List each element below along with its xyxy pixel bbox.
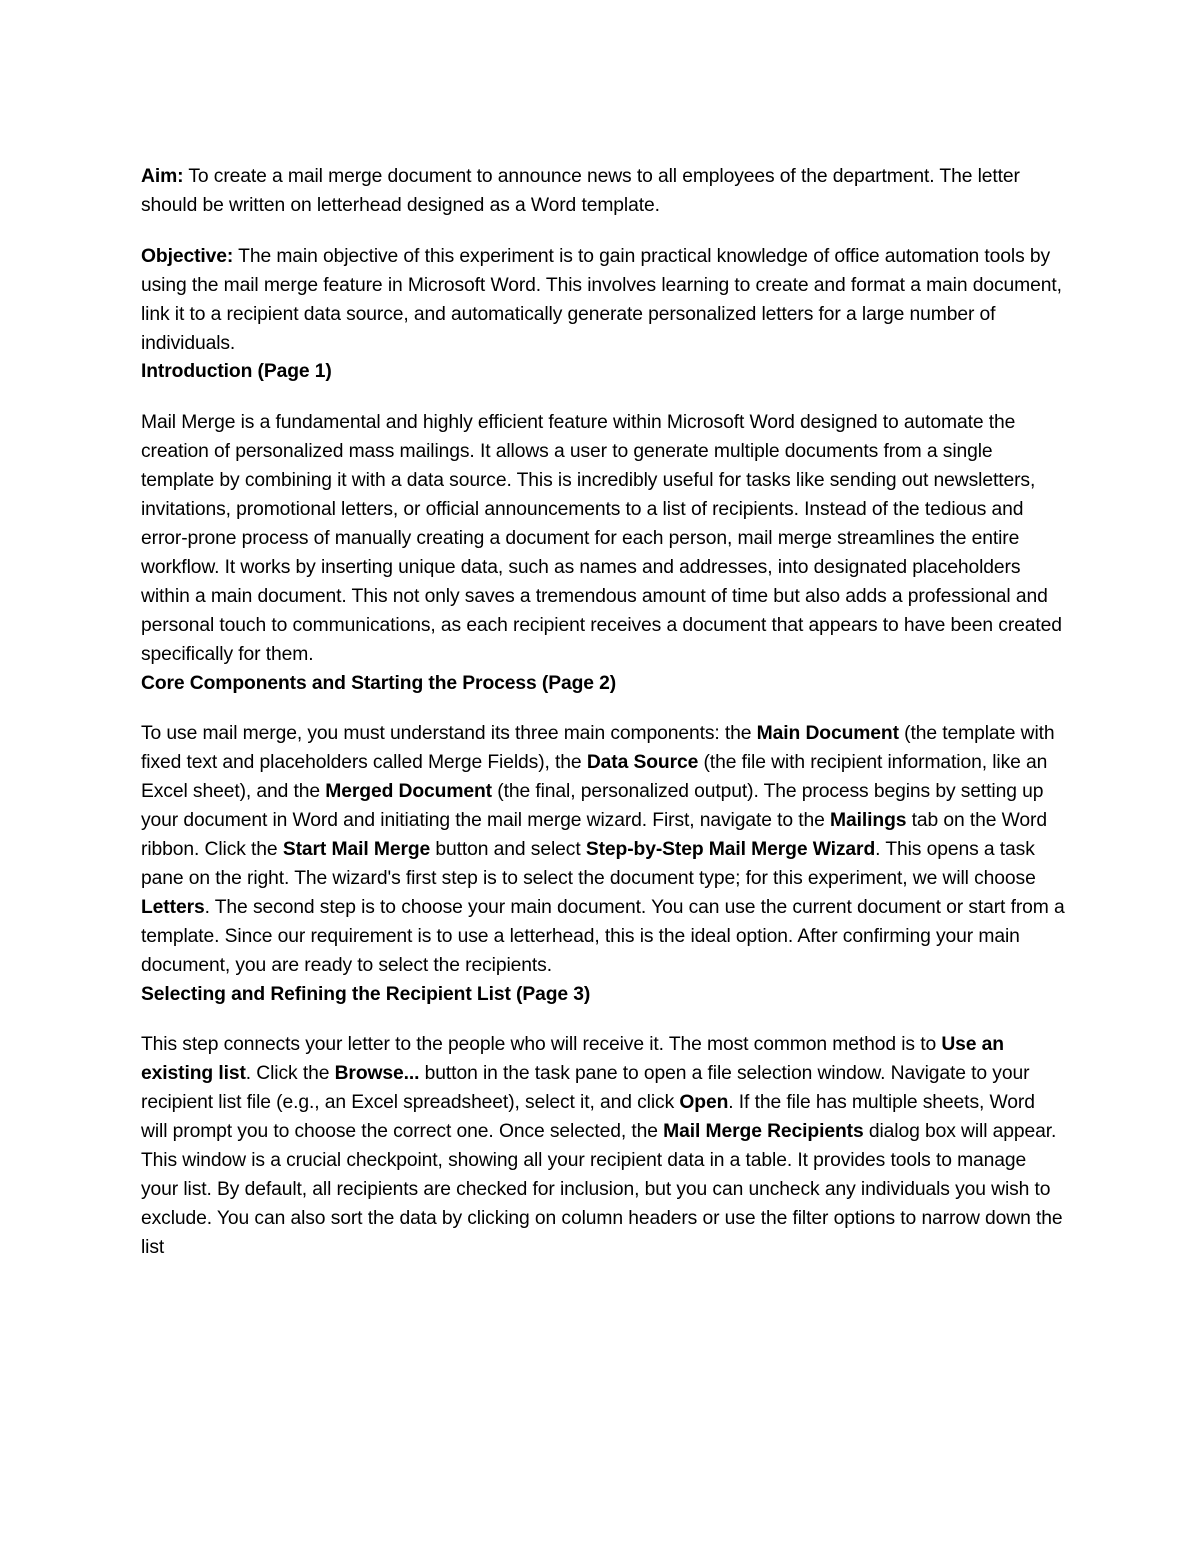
section-heading-core-components: Core Components and Starting the Process (Page 2)	[141, 672, 617, 694]
text-run: dialog box will appear. This window is a crucial checkpoint, showing all your recipient data in a table. It provides tools to manage your list. By default, all recipients are checked for inclusion, but you can uncheck any individuals you wish to exclude. You can also sort the data by clicking on column headers or use the filter options to narrow down the list	[141, 1121, 1063, 1258]
bold-term: Main Document	[756, 723, 899, 745]
text-run: To use mail merge, you must understand its three main components: the	[141, 723, 757, 745]
document-page	[141, 163, 1066, 1263]
text-run: tab on the Word ribbon. Click the	[141, 810, 1047, 861]
section-heading-introduction: Introduction (Page 1)	[141, 361, 332, 383]
aim-text: To create a mail merge document to announce news to all employees of the department. The letter should be written on letterhead designed as a Word template.	[141, 166, 1020, 216]
core-components-paragraph	[141, 720, 1066, 980]
text-run: . The second step is to choose your main document. You can use the current document or start from a template. Since our requirement is to use a letterhead, this is the ideal option. After confirming your main document, you are ready to select the recipients.	[141, 896, 1065, 976]
section-heading-recipient-list: Selecting and Refining the Recipient List (Page 3)	[141, 983, 591, 1005]
text-run: button in the task pane to open a file selection window. Navigate to your recipient list file (e.g., an Excel spreadsheet), select it, and click	[141, 1063, 1030, 1114]
bold-term: Browse...	[334, 1063, 420, 1085]
bold-term: Merged Document	[325, 781, 492, 803]
objective-text: The main objective of this experiment is to gain practical knowledge of office automation tools by using the mail merge feature in Microsoft Word. This involves learning to create and format a main document, link it to a recipient data source, and automatically generate personalized letters for a large number of individuals.	[141, 245, 1062, 354]
bold-term: Open	[679, 1092, 729, 1114]
recipient-list-paragraph	[141, 1031, 1066, 1262]
bold-term: Mailings	[830, 810, 907, 832]
bold-term: Letters	[141, 896, 205, 918]
text-run: (the file with recipient information, like an Excel sheet), and the	[141, 752, 1048, 803]
text-run: (the final, personalized output). The process begins by setting up your document in Word and initiating the mail merge wizard. First, navigate to the	[141, 781, 1044, 832]
bold-term: Step-by-Step Mail Merge Wizard	[585, 839, 876, 861]
text-run: . If the file has multiple sheets, Word will prompt you to choose the correct one. Once selected, the	[141, 1092, 1035, 1143]
text-run: button and select	[430, 839, 586, 861]
text-run: . Click the	[245, 1063, 335, 1085]
text-run: . This opens a task pane on the right. The wizard's first step is to select the document type; for this experiment, we will choose	[141, 839, 1036, 889]
objective-label: Objective:	[141, 245, 234, 267]
bold-term: Start Mail Merge	[282, 839, 431, 861]
bold-term: Data Source	[586, 752, 699, 774]
introduction-paragraph: Mail Merge is a fundamental and highly efficient feature within Microsoft Word designed to automate the creation of personalized mass mailings. It allows a user to generate multiple documents from a single template by combining it with a data source. This is incredibly useful for tasks like sending out newsletters, invitations, promotional letters, or official announcements to a list of recipients. Instead of the tedious and error-prone process of manually creating a document for each person, mail merge streamlines the entire workflow. It works by inserting unique data, such as names and addresses, into designated placeholders within a main document. This not only saves a tremendous amount of time but also adds a professional and personal touch to communications, as each recipient receives a document that appears to have been created specifically for them.	[141, 412, 1062, 665]
objective-paragraph	[141, 243, 1066, 359]
aim-label: Aim:	[141, 166, 184, 187]
text-run: (the template with fixed text and placeholders called Merge Fields), the	[141, 723, 1055, 774]
aim-paragraph	[141, 163, 1066, 221]
bold-term: Use an existing list	[141, 1034, 1004, 1085]
bold-term: Mail Merge Recipients	[663, 1121, 864, 1143]
text-run: This step connects your letter to the people who will receive it. The most common method is to	[141, 1034, 942, 1056]
